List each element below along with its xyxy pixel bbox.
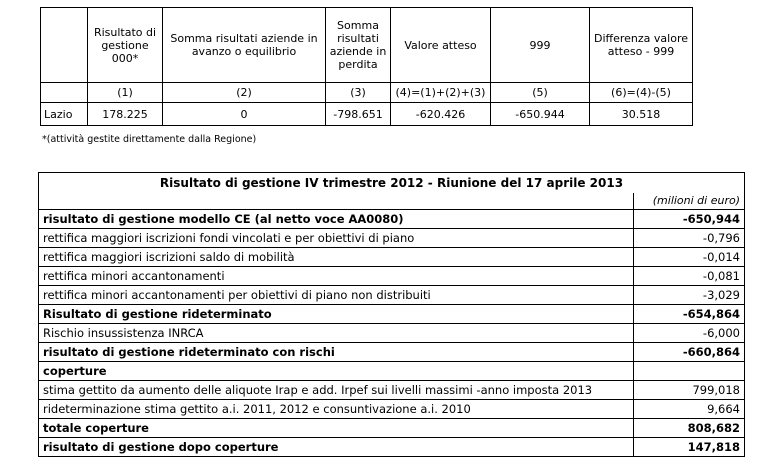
row-value: 799,018 [634,381,745,400]
table-row [39,343,745,362]
value-cell: 178.225 [88,103,163,126]
header-cell: Differenza valore atteso - 999 [590,8,693,83]
unit-spacer [39,193,634,210]
row-value: -0,796 [634,229,745,248]
row-value: -654,864 [634,305,745,324]
row-value: 9,664 [634,400,745,419]
table-row [39,381,745,400]
index-cell: (1) [88,83,163,103]
index-cell [41,83,88,103]
header-cell [41,8,88,83]
table-row [39,438,745,457]
header-cell: 999 [491,8,590,83]
value-cell: 0 [163,103,326,126]
row-value: -0,081 [634,267,745,286]
row-label: rettifica minori accantonamenti [39,267,634,286]
index-cell: (2) [163,83,326,103]
row-value: -3,029 [634,286,745,305]
region-cell: Lazio [41,103,88,126]
row-label: risultato di gestione dopo coperture [39,438,634,457]
row-value: 147,818 [634,438,745,457]
summary-header-row [41,8,693,83]
results-title-row [39,173,745,194]
row-label: rideterminazione stima gettito a.i. 2011, 2012 e consuntivazione a.i. 2010 [39,400,634,419]
value-cell: -798.651 [326,103,391,126]
row-value: -650,944 [634,210,745,229]
row-label: Risultato di gestione rideterminato [39,305,634,324]
unit-label: (milioni di euro) [634,193,745,210]
index-cell: (5) [491,83,590,103]
table-row [39,362,745,381]
row-value: -0,014 [634,248,745,267]
row-value: -660,864 [634,343,745,362]
row-value: 808,682 [634,419,745,438]
table-row [39,210,745,229]
index-cell: (3) [326,83,391,103]
header-cell: Somma risultati aziende in perdita [326,8,391,83]
header-cell: Valore atteso [391,8,491,83]
header-cell: Risultato di gestione 000* [88,8,163,83]
table-row [39,400,745,419]
row-label: rettifica minori accantonamenti per obiettivi di piano non distribuiti [39,286,634,305]
row-label: totale coperture [39,419,634,438]
results-unit-row [39,193,745,210]
table-row [39,248,745,267]
row-label: risultato di gestione rideterminato con rischi [39,343,634,362]
results-title: Risultato di gestione IV trimestre 2012 - Riunione del 17 aprile 2013 [39,173,745,194]
summary-index-row [41,83,693,103]
row-value [634,362,745,381]
value-cell: -620.426 [391,103,491,126]
row-value: -6,000 [634,324,745,343]
value-cell: 30.518 [590,103,693,126]
row-label: stima gettito da aumento delle aliquote Irap e add. Irpef sui livelli massimi -anno imposta 2013 [39,381,634,400]
summary-table [40,7,693,126]
value-cell: -650.944 [491,103,590,126]
table-row [39,305,745,324]
index-cell: (6)=(4)-(5) [590,83,693,103]
summary-value-row [41,103,693,126]
row-label: rettifica maggiori iscrizioni fondi vincolati e per obiettivi di piano [39,229,634,248]
row-label: rettifica maggiori iscrizioni saldo di mobilità [39,248,634,267]
row-label: risultato di gestione modello CE (al netto voce AA0080) [39,210,634,229]
table-row [39,419,745,438]
header-cell: Somma risultati aziende in avanzo o equilibrio [163,8,326,83]
row-label: coperture [39,362,634,381]
index-cell: (4)=(1)+(2)+(3) [391,83,491,103]
table-row [39,229,745,248]
footnote: *(attività gestite direttamente dalla Regione) [42,134,257,145]
table-row [39,286,745,305]
row-label: Rischio insussistenza INRCA [39,324,634,343]
table-row [39,267,745,286]
table-row [39,324,745,343]
results-table [38,172,745,457]
